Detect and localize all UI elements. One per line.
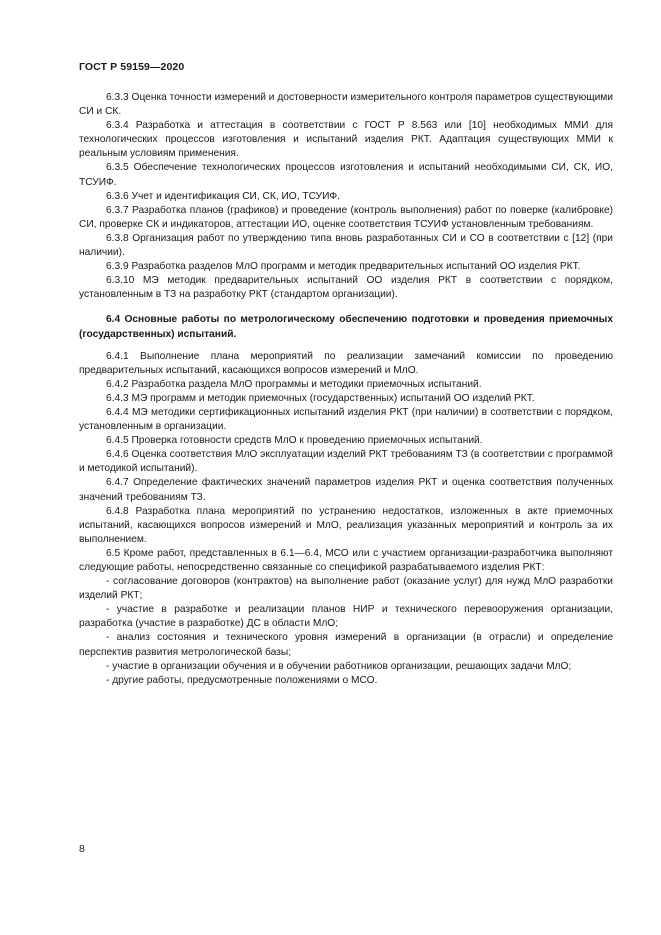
paragraph-6-4-4: 6.4.4 МЭ методики сертификационных испытаний изделия РКТ (при наличии) в соответствии с порядком, установленным в организации. — [79, 406, 613, 433]
document-body — [79, 91, 613, 688]
list-item: - другие работы, предусмотренные положениями о МСО. — [106, 674, 378, 686]
list-item: - участие в разработке и реализации планов НИР и технического перевооружения организации, разработка (участие в разработке) ДС в области МлО; — [79, 604, 613, 630]
list-item: - анализ состояния и технического уровня измерений в организации (в отрасли) и определение перспектив развития метрологической базы; — [79, 632, 613, 658]
document-header — [79, 61, 184, 73]
paragraph-6-5: 6.5 Кроме работ, представленных в 6.1—6.4, МСО или с участием организации-разработчика выполняют следующие работы, непосредственно связанные со спецификой разрабатываемого изделия РКТ: — [79, 547, 613, 573]
paragraph-6-4-8: 6.4.8 Разработка плана мероприятий по устранению недостатков, изложенных в акте приемочных испытаний, касающихся вопросов измерений и МлО, реализация указанных мероприятий и контроль за их выполнением. — [79, 505, 613, 545]
paragraph-6-4-7: 6.4.7 Определение фактических значений параметров изделия РКТ и оценка соответствия полученных значений требованиям ТЗ. — [79, 477, 613, 503]
standard-id: ГОСТ Р 59159—2020 — [79, 61, 185, 73]
list-item: - согласование договоров (контрактов) на выполнение работ (оказание услуг) для нужд МлО разработки изделий РКТ; — [79, 576, 613, 602]
paragraph-6-3-3: 6.3.3 Оценка точности измерений и достоверности измерительного контроля параметров существующими СИ и СК. — [79, 92, 613, 118]
paragraph-6-4-6: 6.4.6 Оценка соответствия МлО эксплуатации изделий РКТ требованиям ТЗ (в соответствии с программой и методикой испытаний). — [79, 449, 613, 475]
paragraph-6-4-5: 6.4.5 Проверка готовности средств МлО к проведению приемочных испытаний. — [106, 435, 483, 447]
paragraph-6-3-5: 6.3.5 Обеспечение технологических процессов изготовления и испытаний необходимыми СИ, СК, ИО, ТСУИФ. — [79, 162, 613, 188]
paragraph-6-4-2: 6.4.2 Разработка раздела МлО программы и методики приемочных испытаний. — [106, 378, 482, 390]
list-item: - участие в организации обучения и в обучении работников организации, решающих задачи МлО; — [106, 660, 572, 672]
paragraph-6-3-7: 6.3.7 Разработка планов (графиков) и проведение (контроль выполнения) работ по поверке (калибровке) СИ, проверке СК и индикаторов, аттестации ИО, оценке соответствия ТСУИФ установленным требованиям. — [79, 204, 613, 230]
paragraph-6-3-4: 6.3.4 Разработка и аттестация в соответствии с ГОСТ Р 8.563 или [10] необходимых ММИ для технологических процессов изготовления и испытаний изделия РКТ. Адаптация существующих ММИ к реальным условиям применения. — [79, 120, 613, 160]
paragraph-6-4-3: 6.4.3 МЭ программ и методик приемочных (государственных) испытаний ОО изделий РКТ. — [106, 392, 535, 404]
paragraph-6-3-9: 6.3.9 Разработка разделов МлО программ и методик предварительных испытаний ОО изделия РКТ. — [106, 261, 581, 273]
paragraph-6-3-10: 6.3.10 МЭ методик предварительных испытаний ОО изделия РКТ в соответствии с порядком, установленным в ТЗ на разработку РКТ (стандартом организации). — [79, 275, 613, 301]
paragraph-6-3-6: 6.3.6 Учет и идентификация СИ, СК, ИО, ТСУИФ. — [106, 190, 340, 202]
paragraph-6-3-8: 6.3.8 Организация работ по утверждению типа вновь разработанных СИ и СО в соответствии с [12] (при наличии). — [79, 232, 613, 259]
paragraph-6-4-1: 6.4.1 Выполнение плана мероприятий по реализации замечаний комиссии по проведению предварительных испытаний, касающихся вопросов измерений и МлО. — [79, 350, 613, 376]
page-number: 8 — [79, 843, 85, 855]
section-heading-6-4: 6.4 Основные работы по метрологическому обеспечению подготовки и проведения приемочных (государственных) испытаний. — [79, 314, 613, 340]
